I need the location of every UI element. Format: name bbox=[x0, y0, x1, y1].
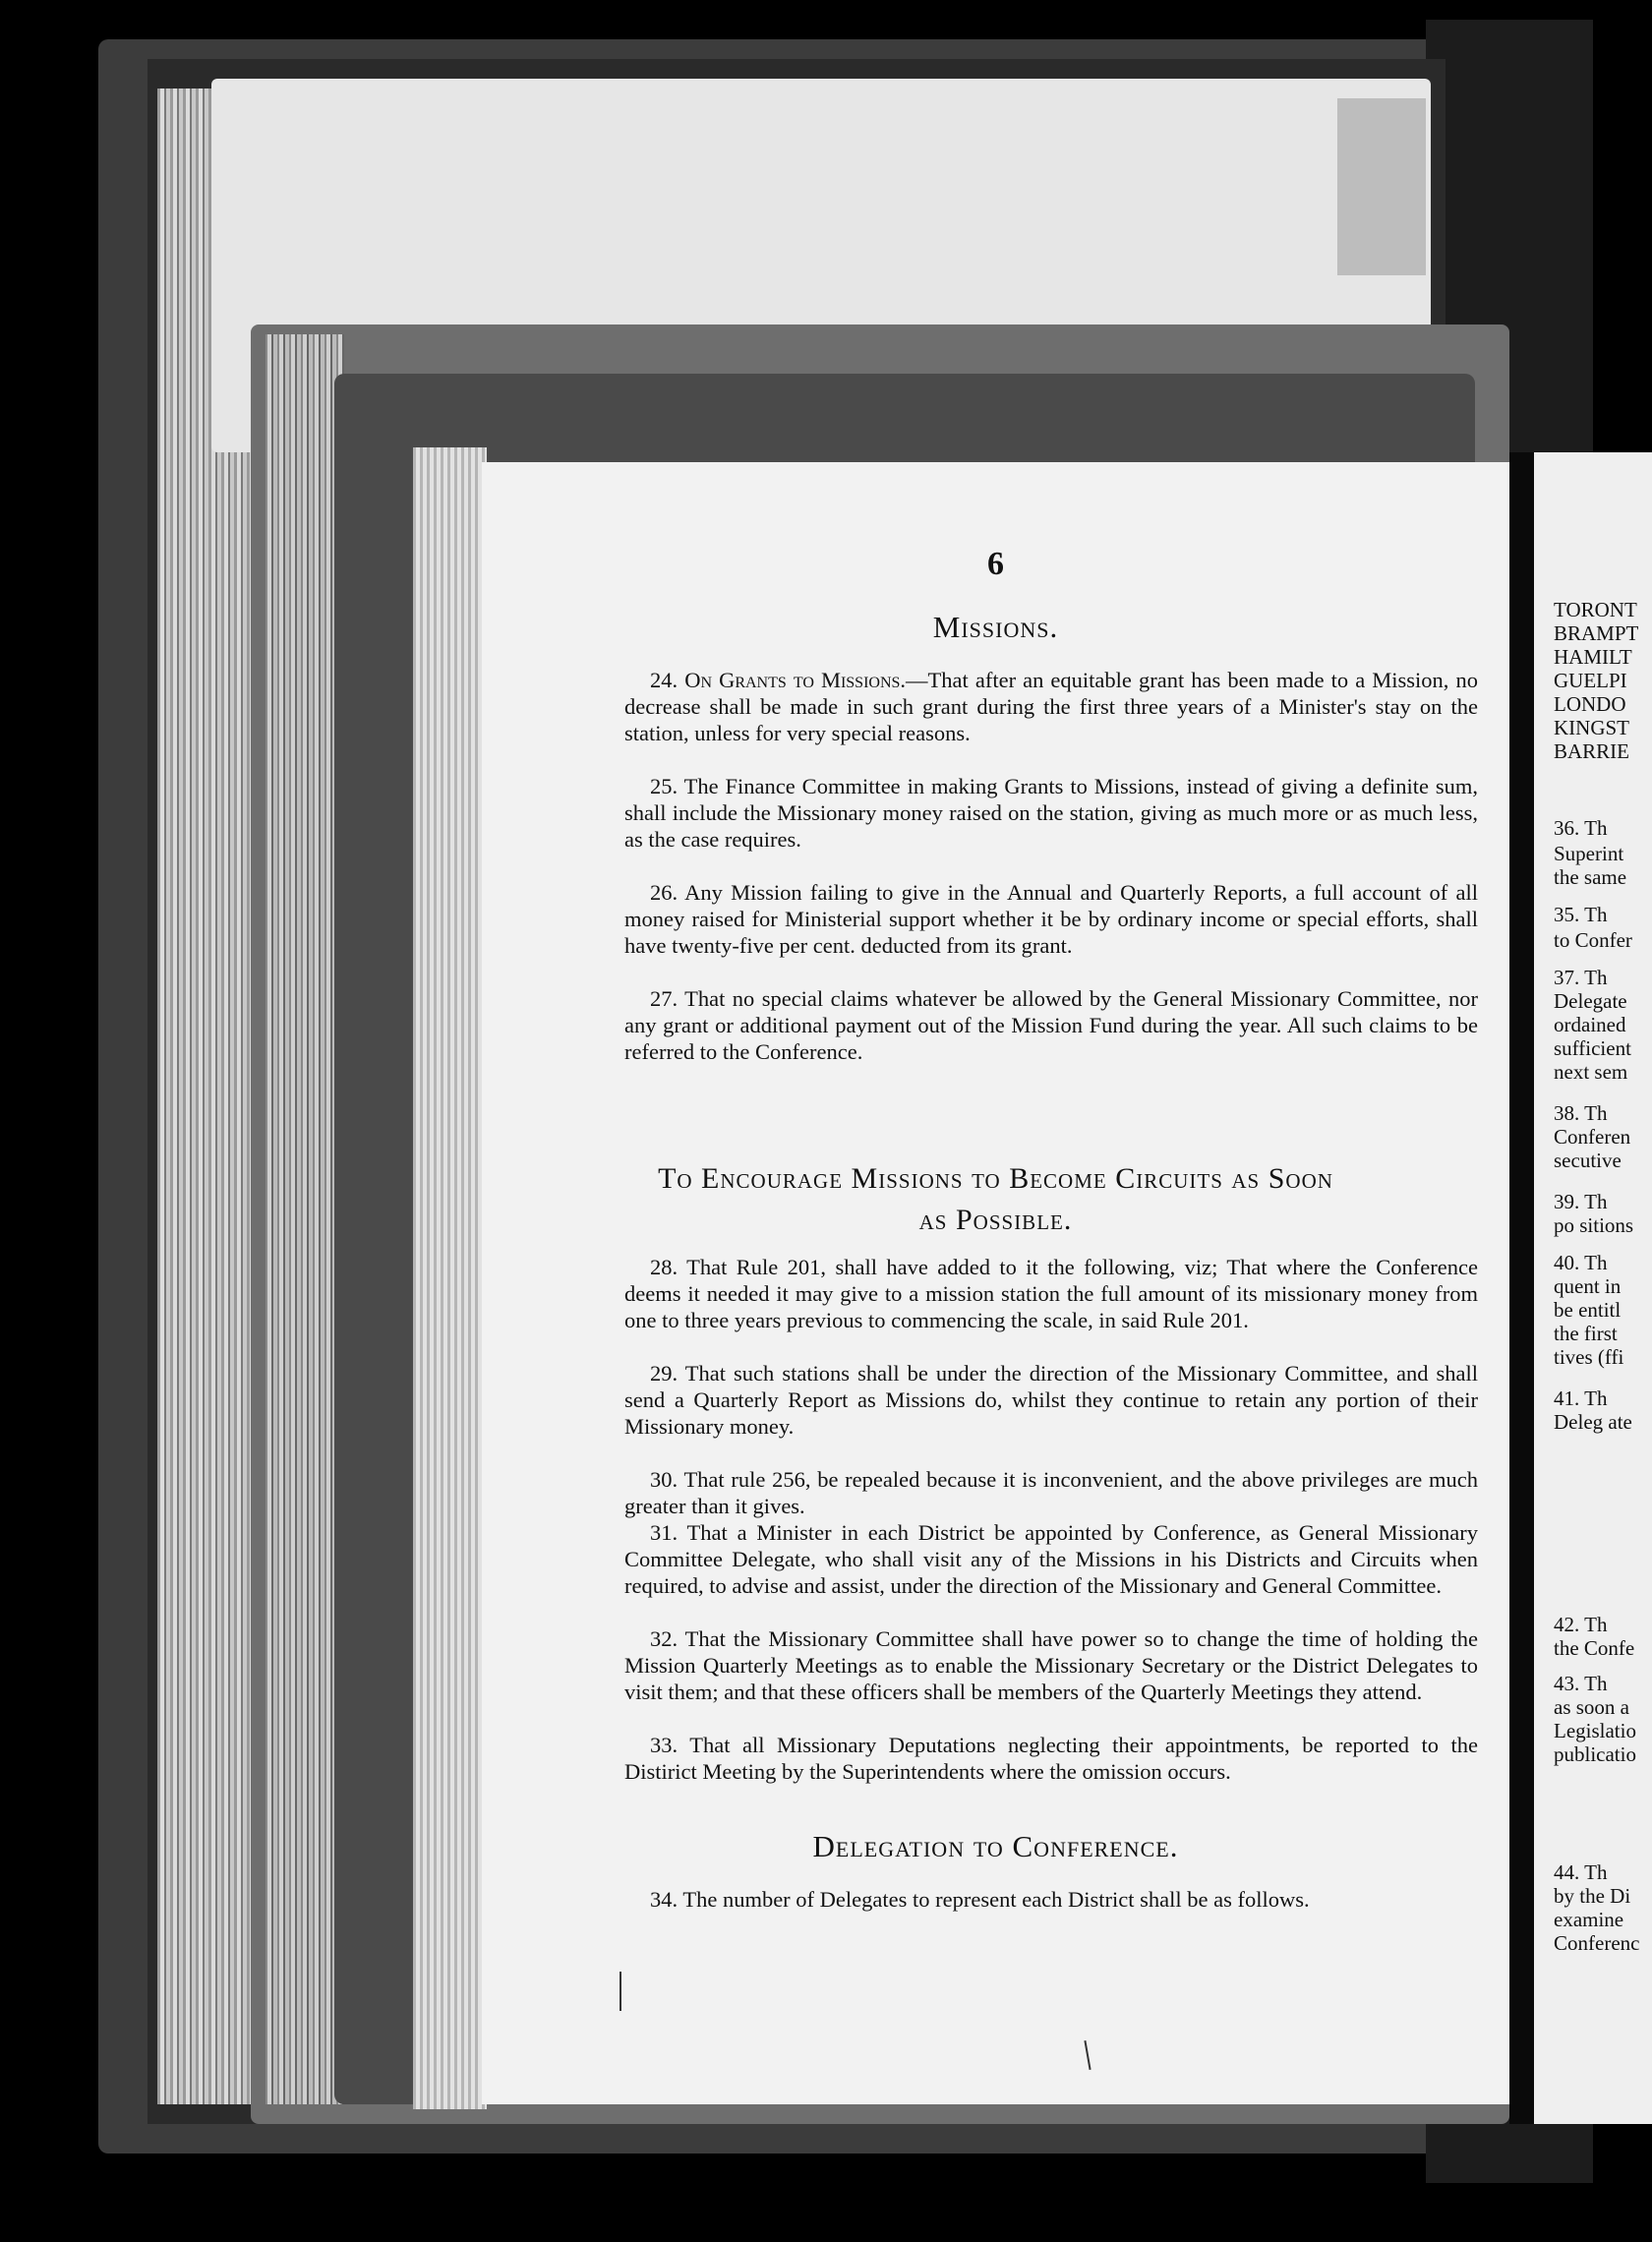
adjacent-page-line: 35. Th bbox=[1554, 903, 1608, 926]
paragraph-lead: 28. bbox=[650, 1255, 678, 1279]
adjacent-page-line: quent in bbox=[1554, 1274, 1622, 1298]
adjacent-page-line: BARRIE bbox=[1554, 739, 1630, 763]
adjacent-page-line: 40. Th bbox=[1554, 1251, 1608, 1274]
paragraph-lead: 25. bbox=[650, 774, 678, 798]
paragraph-text: The number of Delegates to represent each District shall be as follows. bbox=[678, 1887, 1310, 1912]
adjacent-page-line: 39. Th bbox=[1554, 1190, 1608, 1213]
adjacent-page-line: publicatio bbox=[1554, 1742, 1636, 1766]
adjacent-page-line: sufficient bbox=[1554, 1036, 1631, 1060]
adjacent-page-line: Delegate bbox=[1554, 989, 1627, 1013]
paragraph-33 bbox=[624, 1732, 1478, 1785]
adjacent-page-line: examine bbox=[1554, 1908, 1624, 1931]
adjacent-page-line: the same bbox=[1554, 865, 1627, 889]
adjacent-page-line: Conferenc bbox=[1554, 1931, 1640, 1955]
paragraph-lead: 34. bbox=[650, 1887, 678, 1912]
paragraph-text: That Rule 201, shall have added to it the following, viz; That where the Conference deems it needed it may give to a mission station the full amount of its missionary money from one to three years previous to commencing the scale, in said Rule 201. bbox=[624, 1255, 1478, 1332]
adjacent-page-line: tives (ffi bbox=[1554, 1345, 1624, 1369]
adjacent-page-line: secutive bbox=[1554, 1149, 1622, 1172]
adjacent-page-line: as soon a bbox=[1554, 1695, 1629, 1719]
page-number: 6 bbox=[987, 546, 1004, 582]
adjacent-page-line: 42. Th bbox=[1554, 1613, 1608, 1636]
paragraph-24 bbox=[624, 667, 1478, 746]
adjacent-page-line: 38. Th bbox=[1554, 1101, 1608, 1125]
paragraph-lead: 33. bbox=[650, 1733, 678, 1757]
pencil-mark bbox=[1084, 2040, 1091, 2070]
adjacent-page bbox=[1534, 452, 1652, 2124]
paragraph-28 bbox=[624, 1254, 1478, 1333]
adjacent-page-line: the Confe bbox=[1554, 1636, 1635, 1660]
adjacent-page-line: BRAMPT bbox=[1554, 621, 1639, 645]
adjacent-page-line: 43. Th bbox=[1554, 1672, 1608, 1695]
adjacent-page-line: ordained bbox=[1554, 1013, 1626, 1036]
adjacent-page-line: Conferen bbox=[1554, 1125, 1631, 1149]
paragraph-text: —That after an equitable grant has been made to a Mission, no decrease shall be made in such grant during the first three years of a Minister's stay on the station, unless for very special reasons. bbox=[624, 668, 1478, 745]
heading-line-1: To Encourage Missions to Become Circuits as Soon bbox=[658, 1162, 1333, 1195]
adjacent-page-line: po sitions bbox=[1554, 1213, 1634, 1237]
paragraph-text: Any Mission failing to give in the Annual and Quarterly Reports, a full account of all money raised for Ministerial support whether it be by ordinary income or special efforts, shall have twenty-five per cent. deducted from its grant. bbox=[624, 880, 1478, 958]
adjacent-page-line: GUELPI bbox=[1554, 669, 1627, 692]
paragraph-32 bbox=[624, 1625, 1478, 1705]
paragraph-text: That the Missionary Committee shall have power so to change the time of holding the Mission Quarterly Meetings as to enable the Missionary Secretary or the District Delegates to visit them; and that these officers shall be members of the Quarterly Meetings they attend. bbox=[624, 1626, 1478, 1704]
paragraph-lead: 27. bbox=[650, 986, 678, 1011]
adjacent-page-line: by the Di bbox=[1554, 1884, 1631, 1908]
adjacent-page-line: Deleg ate bbox=[1554, 1410, 1632, 1434]
adjacent-page-line: to Confer bbox=[1554, 928, 1632, 952]
paragraph-26 bbox=[624, 879, 1478, 959]
section-heading-delegation: Delegation to Conference. bbox=[812, 1829, 1179, 1863]
adjacent-page-line: HAMILT bbox=[1554, 645, 1632, 669]
paragraph-lead: 29. bbox=[650, 1361, 678, 1386]
paragraph-lead: 30. bbox=[650, 1467, 678, 1492]
adjacent-page-line: the first bbox=[1554, 1322, 1618, 1345]
page-edge-strip bbox=[413, 447, 487, 2109]
paragraph-30 bbox=[624, 1466, 1478, 1519]
paragraph-34 bbox=[624, 1886, 1478, 1913]
paragraph-text: That rule 256, be repealed because it is inconvenient, and the above privileges are much greater than it gives. bbox=[624, 1467, 1478, 1518]
paragraph-lead: 26. bbox=[650, 880, 678, 905]
paragraph-25 bbox=[624, 773, 1478, 853]
page-edges-inner bbox=[266, 334, 344, 2104]
paragraph-text: That such stations shall be under the direction of the Missionary Committee, and shall send a Quarterly Report as Missions do, whilst they continue to retain any portion of their Missionary money. bbox=[624, 1361, 1478, 1439]
pencil-mark bbox=[620, 1972, 621, 2011]
adjacent-page-line: 37. Th bbox=[1554, 966, 1608, 989]
paragraph-lead: 32. bbox=[650, 1626, 678, 1651]
adjacent-page-line: Superint bbox=[1554, 842, 1624, 865]
paragraph-27 bbox=[624, 985, 1478, 1065]
gutter bbox=[1509, 452, 1534, 2124]
paragraph-lead: 31. bbox=[650, 1520, 678, 1545]
paragraph-31 bbox=[624, 1519, 1478, 1599]
adjacent-page-line: TORONT bbox=[1554, 598, 1637, 621]
paragraph-text: That no special claims whatever be allowed by the General Missionary Committee, nor any grant or additional payment out of the Mission Fund during the year. All such claims to be referred to the Conference. bbox=[624, 986, 1478, 1064]
adjacent-page-line: KINGST bbox=[1554, 716, 1629, 739]
adjacent-page-line: 41. Th bbox=[1554, 1386, 1608, 1410]
section-heading-encourage bbox=[482, 1158, 1509, 1241]
printed-page bbox=[482, 462, 1509, 2104]
adjacent-page-line: next sem bbox=[1554, 1060, 1628, 1084]
paragraph-text: That a Minister in each District be appointed by Conference, as General Missionary Committee Delegate, who shall visit any of the Missions in his Districts and Circuits when required, to advise and assist, under the direction of the Missionary and General Committee. bbox=[624, 1520, 1478, 1598]
flyleaf-fold bbox=[1337, 98, 1426, 275]
adjacent-page-line: LONDO bbox=[1554, 692, 1626, 716]
paragraph-29 bbox=[624, 1360, 1478, 1440]
adjacent-page-line: 44. Th bbox=[1554, 1860, 1608, 1884]
section-heading-missions: Missions. bbox=[932, 610, 1059, 644]
paragraph-text: The Finance Committee in making Grants to Missions, instead of giving a definite sum, shall include the Missionary money raised on the station, giving as much more or as much less, as the case requires. bbox=[624, 774, 1478, 852]
adjacent-page-line: be entitl bbox=[1554, 1298, 1622, 1322]
adjacent-page-line: 36. Th bbox=[1554, 816, 1608, 840]
adjacent-page-line: Legislatio bbox=[1554, 1719, 1636, 1742]
paragraph-lead: 24. On Grants to Missions. bbox=[650, 668, 907, 692]
paragraph-text: That all Missionary Deputations neglecting their appointments, be reported to the Distirict Meeting by the Superintendents where the omission occurs. bbox=[624, 1733, 1478, 1784]
heading-line-2: as Possible. bbox=[918, 1204, 1073, 1236]
